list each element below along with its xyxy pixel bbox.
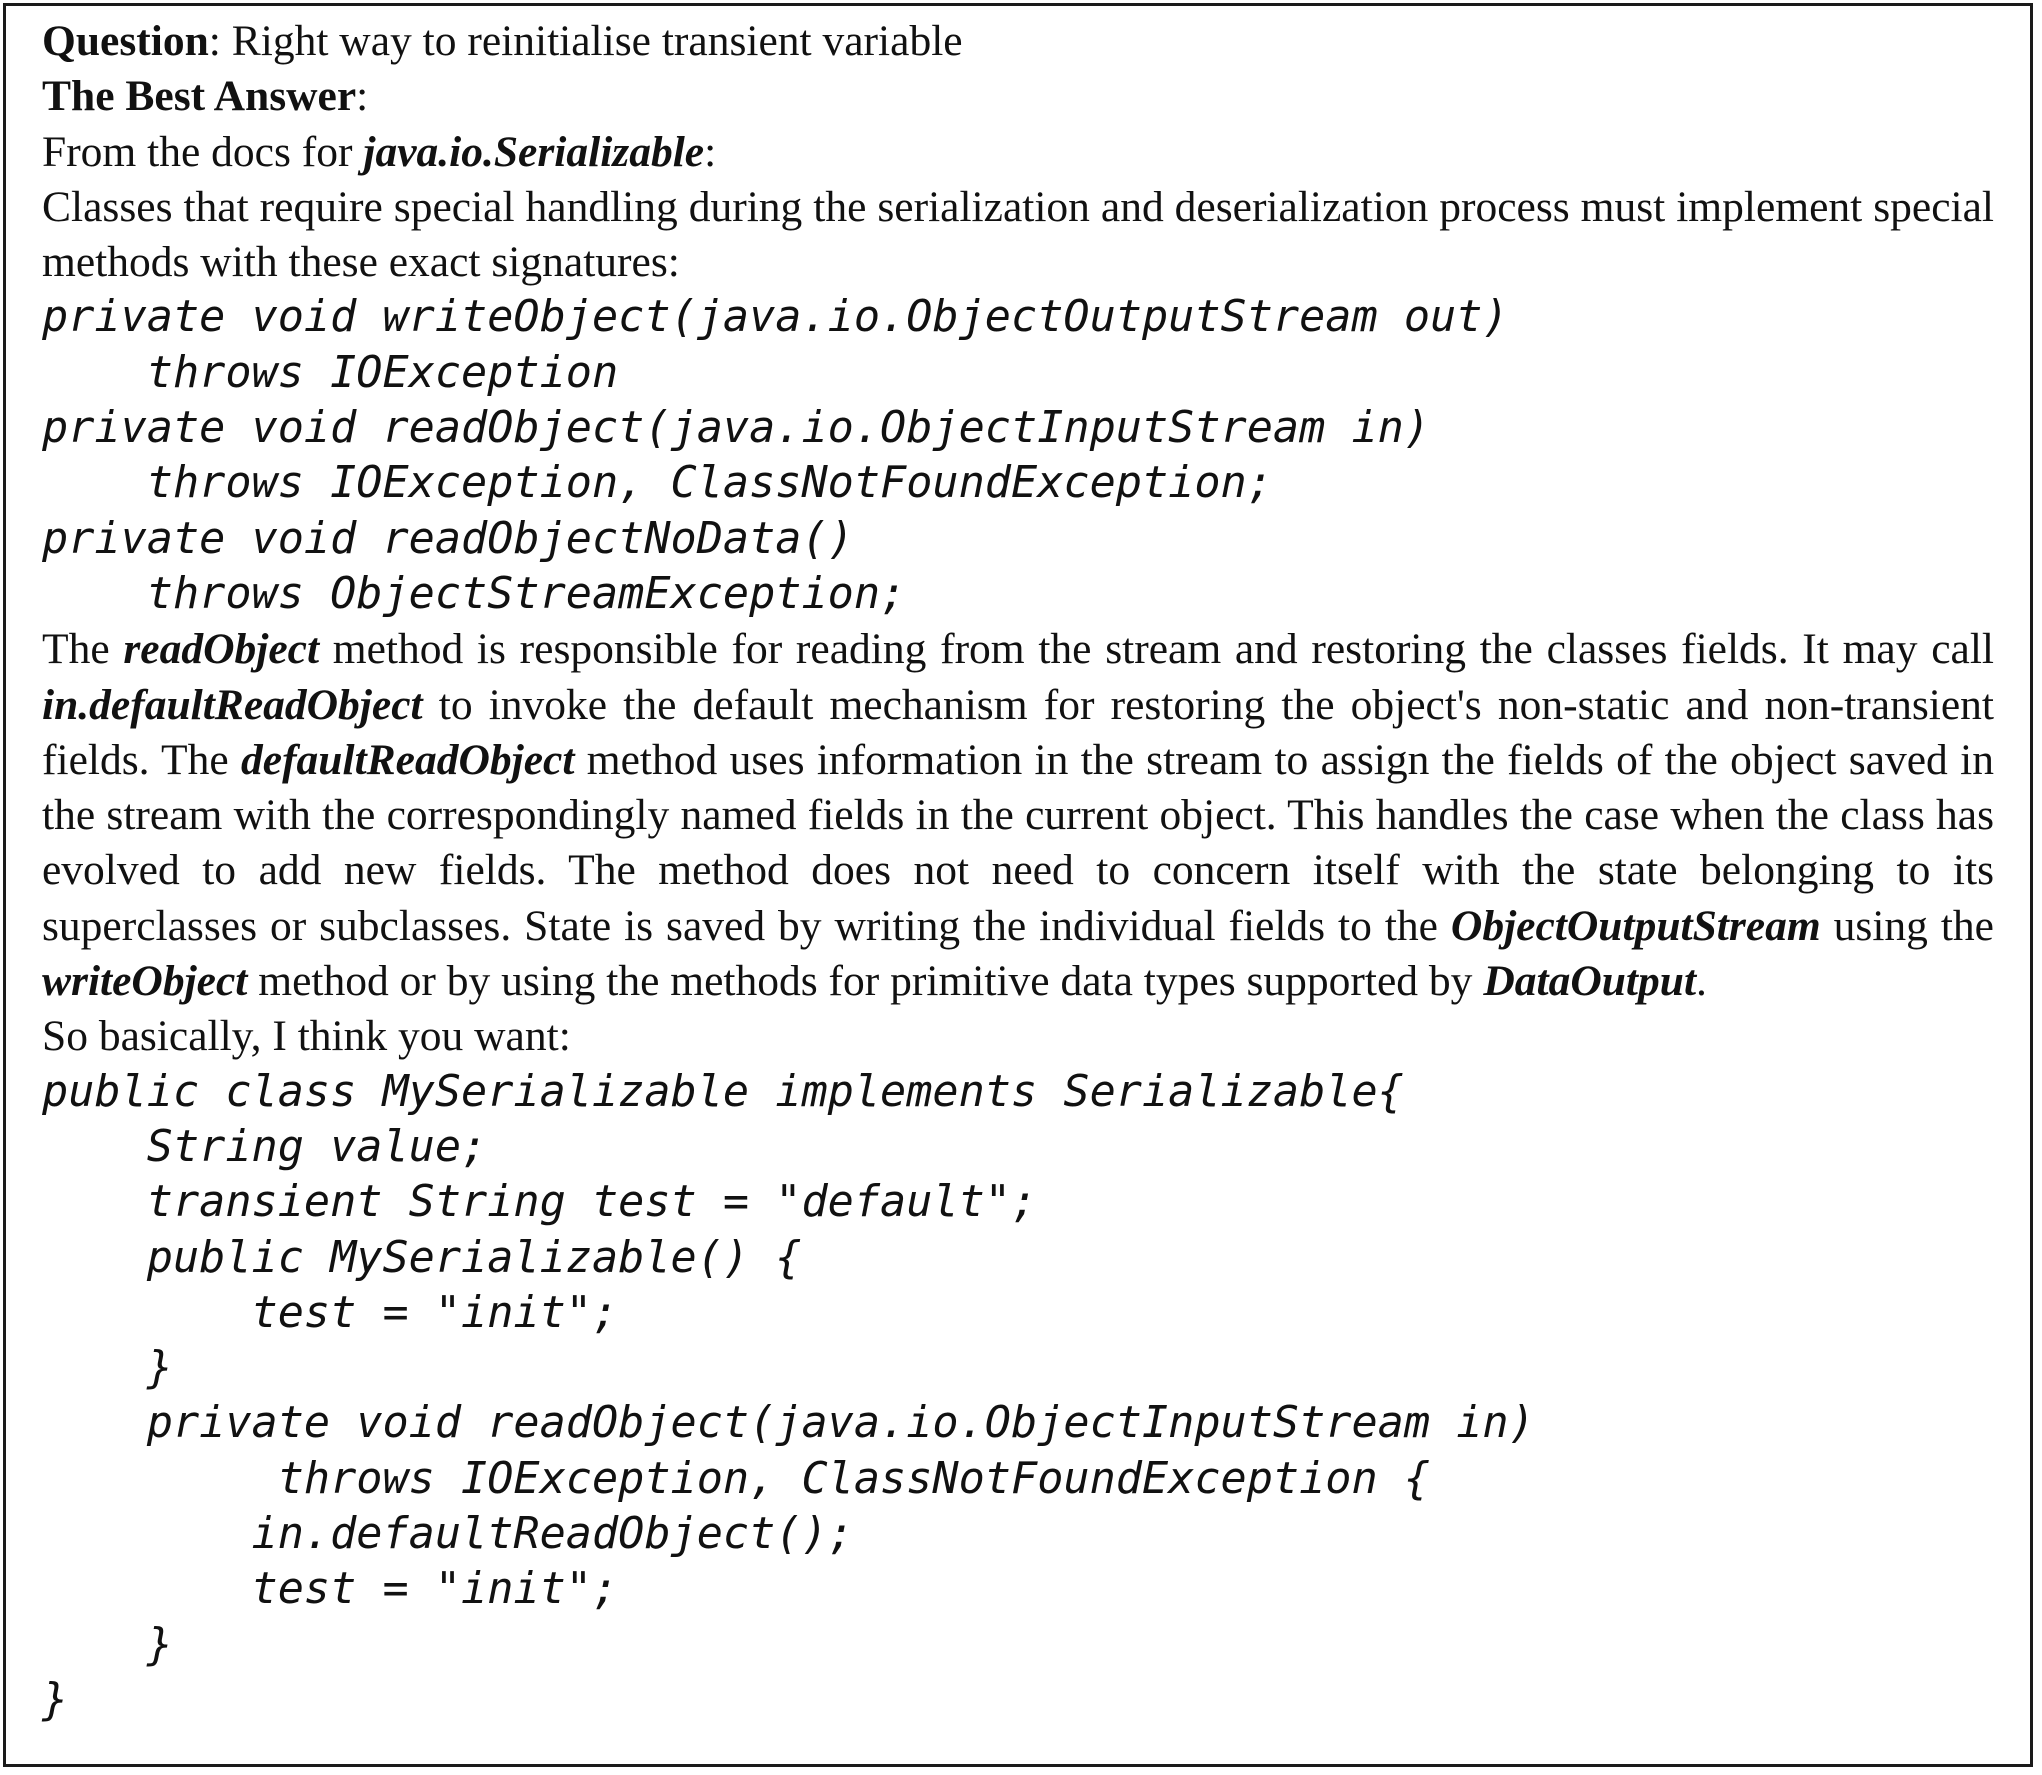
signatures-code-block xyxy=(42,290,1994,622)
question-text: Right way to reinitialise transient variable xyxy=(231,17,963,65)
code-line: throws IOException xyxy=(42,347,619,398)
docs-intro-prefix: From the docs for xyxy=(42,127,364,176)
term-in-defaultreadobject: in.defaultReadObject xyxy=(42,680,423,729)
intro-paragraph: Classes that require special handling during the serialization and deserialization process must implement special methods with these exact signatures: xyxy=(42,182,1994,287)
explanation-text: to invoke the default mechanism for restoring the object's non-static and non-transient fields. The xyxy=(42,680,1994,784)
code-line: transient String test = "default"; xyxy=(42,1177,1038,1228)
question-label: Question xyxy=(42,17,209,65)
docs-intro-suffix: : xyxy=(704,127,717,176)
explanation-text: using the xyxy=(1820,901,1994,950)
conclusion-line: So basically, I think you want: xyxy=(42,1012,571,1061)
explanation-text: The xyxy=(42,625,124,674)
best-answer-separator: : xyxy=(356,72,369,121)
code-line: private void readObject(java.io.ObjectInputStream in) xyxy=(42,1398,1535,1449)
term-objectoutputstream: ObjectOutputStream xyxy=(1450,901,1821,950)
code-line: throws ObjectStreamException; xyxy=(42,568,907,619)
term-readobject: readObject xyxy=(123,625,320,674)
explanation-text: method uses information in the stream to assign the fields of the object saved in the stream with the correspondingly named fields in the current object. This handles the case when the class has evolved to add new fields. The method does not need to concern itself with the state belonging to its superclasses or subclasses. State is saved by writing the individual fields to the xyxy=(42,735,1994,950)
code-line: test = "init"; xyxy=(42,1564,619,1615)
code-line: public MySerializable() { xyxy=(42,1232,802,1283)
code-line: test = "init"; xyxy=(42,1287,619,1338)
explanation-text: . xyxy=(1696,957,1707,1006)
code-line: } xyxy=(42,1343,173,1394)
docs-intro-term: java.io.Serializable xyxy=(363,127,705,176)
best-answer-line xyxy=(42,69,1994,124)
code-line: in.defaultReadObject(); xyxy=(42,1509,854,1560)
code-line: private void readObject(java.io.ObjectInputStream in) xyxy=(42,403,1431,454)
docs-intro-line xyxy=(42,125,1994,180)
explanation-paragraph xyxy=(42,622,1994,1009)
explanation-text: method is responsible for reading from the stream and restoring the classes fields. It may call xyxy=(319,625,1994,674)
code-line: throws IOException, ClassNotFoundException; xyxy=(42,458,1273,509)
code-line: } xyxy=(42,1619,173,1670)
example-code-block xyxy=(42,1065,1994,1729)
code-line: private void writeObject(java.io.ObjectOutputStream out) xyxy=(42,292,1509,343)
code-line: public class MySerializable implements Serializable{ xyxy=(42,1066,1404,1117)
question-line xyxy=(42,14,1994,69)
question-separator: : xyxy=(208,17,232,65)
term-dataoutput: DataOutput xyxy=(1483,957,1697,1006)
best-answer-label: The Best Answer xyxy=(42,72,357,121)
qa-document-frame xyxy=(3,3,2033,1767)
term-writeobject: writeObject xyxy=(42,957,248,1006)
code-line: } xyxy=(42,1674,69,1725)
term-defaultreadobject: defaultReadObject xyxy=(241,735,575,784)
explanation-text: method or by using the methods for primitive data types supported by xyxy=(247,957,1484,1006)
code-line: String value; xyxy=(42,1121,488,1172)
code-line: private void readObjectNoData() xyxy=(42,513,854,564)
code-line: throws IOException, ClassNotFoundException { xyxy=(42,1453,1431,1504)
